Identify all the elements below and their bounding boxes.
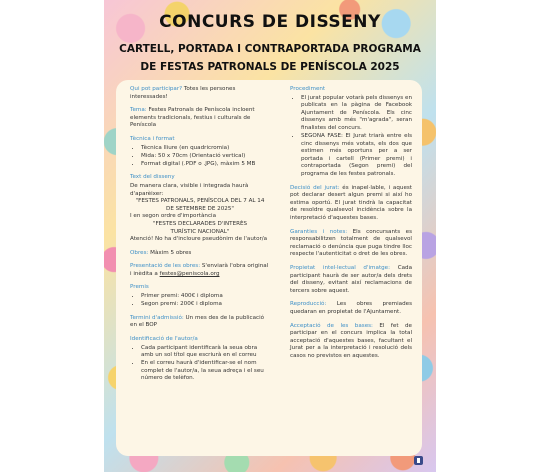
page-badge-icon (414, 456, 423, 465)
technique-heading: Tècnica i format (130, 135, 175, 142)
list-item: • Mida: 50 x 70cm (Orientació vertical) (141, 153, 270, 161)
author-id-heading: Identificació de l'autor/a (130, 335, 198, 342)
jury-decision-label: Decisió del jurat: (290, 184, 340, 191)
left-column (130, 86, 270, 389)
submission (130, 263, 270, 278)
poster (104, 0, 436, 472)
list-item: • SEGONA FASE: El Jurat triarà entre els cinc dissenys més votats, els dos que estimen més oportuns per a ser portada i cartell (Primer premi) i contraportada (Segon premi) del programa de les festes patronals. (301, 133, 412, 179)
reproduction-text: Les obres premiades quedaran en propietat de l'Ajuntament. (290, 301, 412, 315)
works-text: Màxim 5 obres (150, 249, 192, 256)
warning-text: Atenció! No ha d'incloure pseudònim de l'autor/a (130, 236, 268, 243)
submission-label: Presentació de les obres: (130, 263, 201, 270)
list-item: • Format digital (.PDF o .JPG), màxim 5 MB (141, 161, 270, 169)
jury-decision (290, 185, 412, 223)
works-label: Obres: (130, 249, 149, 256)
technique-list (130, 145, 270, 169)
author-id-list (130, 345, 270, 383)
quote-2-line-2: TURÍSTIC NACIONAL" (170, 228, 230, 235)
who-text: Totes les persones interessades! (130, 86, 236, 100)
prizes-heading: Premis (130, 284, 149, 291)
list-item: • Cada participant identificarà la seua obra amb un sol títol que escriurà en el correu (141, 345, 270, 360)
reproduction (290, 301, 412, 316)
procedure-heading: Procediment (290, 86, 326, 92)
who-label: Qui pot participar? (130, 86, 183, 92)
subtitle-line-2: DE FESTAS PATRONALS DE PENÍSCOLA 2025 (140, 61, 400, 73)
list-item: • Segon premi: 200€ i diploma (141, 301, 270, 309)
prizes-list (130, 293, 270, 309)
design-text-heading: Text del disseny (130, 174, 175, 181)
reproduction-label: Reproducció: (290, 301, 327, 308)
list-item: • El jurat popular votarà pels dissenys en publicats en la pàgina de Facebook Ajuntament de Peníscola. Els cinc dissenys amb més "m'agrada", seran finalistes del concurs. (301, 95, 412, 133)
acceptance-label: Acceptació de les bases: (290, 322, 373, 329)
jury-decision-text: és inapel·lable, i aquest pot declarar desert algun premi si així ho estima oportú. El jurat tindrà la capacitat de resoldre qualsevol incidència sobre la interpretació d'aquestes bases. (290, 184, 412, 221)
right-column (290, 86, 412, 367)
intellectual-property (290, 265, 412, 295)
list-item: • Tècnica lliure (en quadricromia) (141, 145, 270, 153)
acceptance (290, 323, 412, 361)
list-item: • En el correu haurà d'identificar-se el nom complet de l'autor/a, la seua adreça i el seu número de telèfon. (141, 360, 270, 383)
subtitle-line-1: CARTELL, PORTADA I CONTRAPORTADA PROGRAMA (119, 43, 421, 55)
deadline-label: Termini d'admissió: (130, 314, 184, 321)
guarantees (290, 229, 412, 259)
poster-title: CONCURS DE DISSENY (159, 12, 381, 32)
works (130, 250, 270, 258)
intellectual-property-text: Cada participant haurà de ser autor/a dels drets del disseny, evitant així reclamacions de tercers sobre aquest. (290, 264, 412, 294)
deadline (130, 315, 270, 330)
design-text-intro: De manera clara, visible i integrada haurà d'aparèixer: (130, 182, 249, 197)
quote-2-line-1: "FESTES DECLARADES D'INTERÈS (152, 220, 248, 227)
quote-1-line-1: "FESTES PATRONALS, PENÍSCOLA DEL 7 AL 14 (135, 198, 265, 205)
acceptance-text: El fet de participar en el concurs implica la total acceptació d'aquestes bases, facultant el Jurat per a la interpretació i resolució dels casos no previstos en aquestes. (290, 322, 412, 359)
theme-label: Tema: (130, 107, 147, 114)
procedure-list (290, 95, 412, 179)
list-item: • Primer premi: 400€ i diploma (141, 293, 270, 301)
submission-text: S'enviarà l'obra original i inèdita a (130, 263, 269, 277)
rules-card (116, 80, 422, 456)
guarantees-label: Garanties i notes: (290, 228, 348, 235)
who-can-participate (130, 86, 270, 101)
submission-email-link[interactable]: festes@peniscola.org (159, 270, 220, 277)
theme (130, 107, 270, 130)
deadline-text: Un mes des de la publicació en el BOP (130, 314, 265, 329)
intellectual-property-label: Propietat intel·lectual d'imatge: (290, 264, 391, 271)
poster-subtitle (104, 40, 436, 76)
guarantees-text: Els concursants es responsabilitzen totalment de qualsevol reclamació o denúncia que puga tindre lloc respecte l'autenticitat o dret de les obres. (290, 228, 412, 258)
theme-text: Festes Patronals de Peníscola incloent elements tradicionals, festius i culturals de Peníscola (130, 107, 255, 129)
secondary-order-text: I en segon ordre d'importància (130, 213, 217, 220)
quote-1-line-2: DE SETEMBRE DE 2025" (166, 205, 234, 212)
